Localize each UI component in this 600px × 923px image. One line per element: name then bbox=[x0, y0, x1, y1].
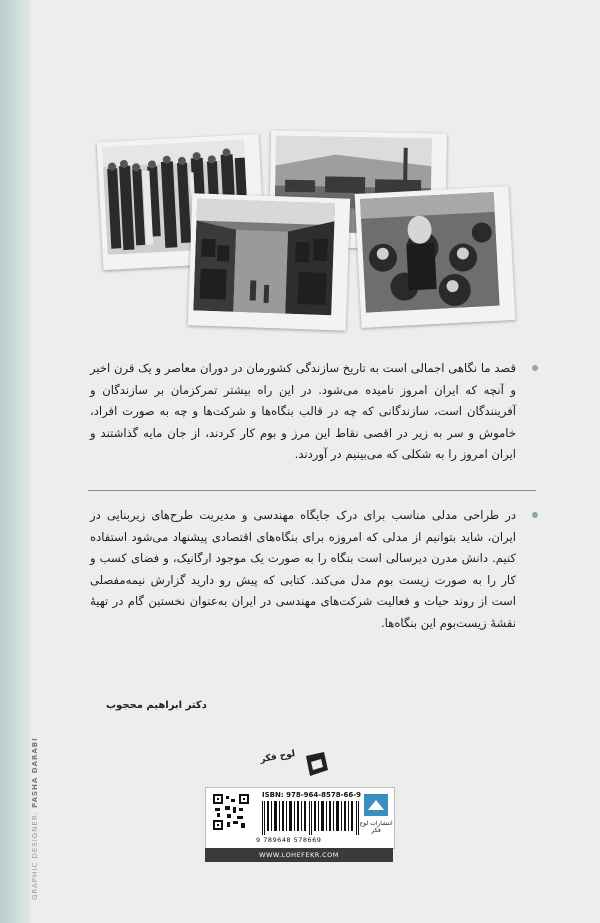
designer-label: GRAPHIC DESIGNER: bbox=[31, 811, 39, 900]
description-paragraph-2 bbox=[90, 505, 516, 634]
bullet-dot bbox=[532, 512, 538, 518]
barcode-bars bbox=[262, 801, 360, 835]
section-divider bbox=[88, 490, 536, 491]
qr-code-icon bbox=[213, 794, 249, 830]
bullet-dot bbox=[532, 365, 538, 371]
paragraph-1-text: قصد ما نگاهی اجمالی است به تاریخ سازندگی کشورمان در دوران معاصر و یک قرن اخیر و آنچه که ایران امروز نامیده می‌شود. در این راه بیشتر تمرکزمان بر سازندگان و آفرینندگان است، سازندگانی که چه در قالب بنگاه‌ها و شرکت‌ها و چه به صورت افراد، خاموش و سر به زیر در اقصی نقاط این مرز و بوم کار کردند، از جان مایه گذاشتند و ایران امروز را به شکلی که می‌بینیم در آوردند. bbox=[90, 361, 516, 461]
designer-credit bbox=[31, 680, 43, 900]
isbn-text: ISBN: 978-964-8578-66-9 bbox=[262, 791, 362, 799]
publisher-name: انتشارات لوح فکر bbox=[359, 820, 393, 834]
publisher-website: WWW.LOHEFEKR.COM bbox=[205, 848, 393, 862]
photo-old-bazaar-street bbox=[188, 193, 351, 330]
description-paragraph-1 bbox=[90, 358, 516, 466]
designer-name: PASHA DARABI bbox=[31, 737, 39, 808]
barcode-panel bbox=[205, 787, 395, 849]
publisher-mark-icon bbox=[364, 794, 388, 816]
barcode-number: 9 789648 578669 bbox=[256, 836, 322, 844]
tablet-logo-icon bbox=[302, 750, 332, 778]
publisher-logo bbox=[260, 746, 340, 782]
paragraph-2-text: در طراحی مدلی مناسب برای درک جایگاه مهندسی و مدیریت طرح‌های زیربنایی در ایران، شاید بتوانیم از مدلی که امروزه برای بنگاه‌های اقتصادی پیشنهاد می‌شود استفاده کنیم. دانش مدرن دیرسالی است بنگاه را به صورت یک موجود ارگانیک، و فضای کسب و کار را به صورت زیست بوم مدل می‌کند. کتابی که پیش رو دارید گزارش نیمه‌مفصلی است از روند حیات و فعالیت شرکت‌های مهندسی در ایران به‌عنوان نخستین گام در تهیهٔ نقشهٔ زیست‌بوم این بنگاه‌ها. bbox=[90, 508, 516, 630]
book-spine-edge bbox=[0, 0, 30, 923]
photo-elder-with-crowd bbox=[355, 186, 516, 328]
author-signature: دکتر ابراهیم محجوب bbox=[106, 700, 207, 711]
publisher-logo-text: لوح فکر bbox=[259, 749, 296, 765]
